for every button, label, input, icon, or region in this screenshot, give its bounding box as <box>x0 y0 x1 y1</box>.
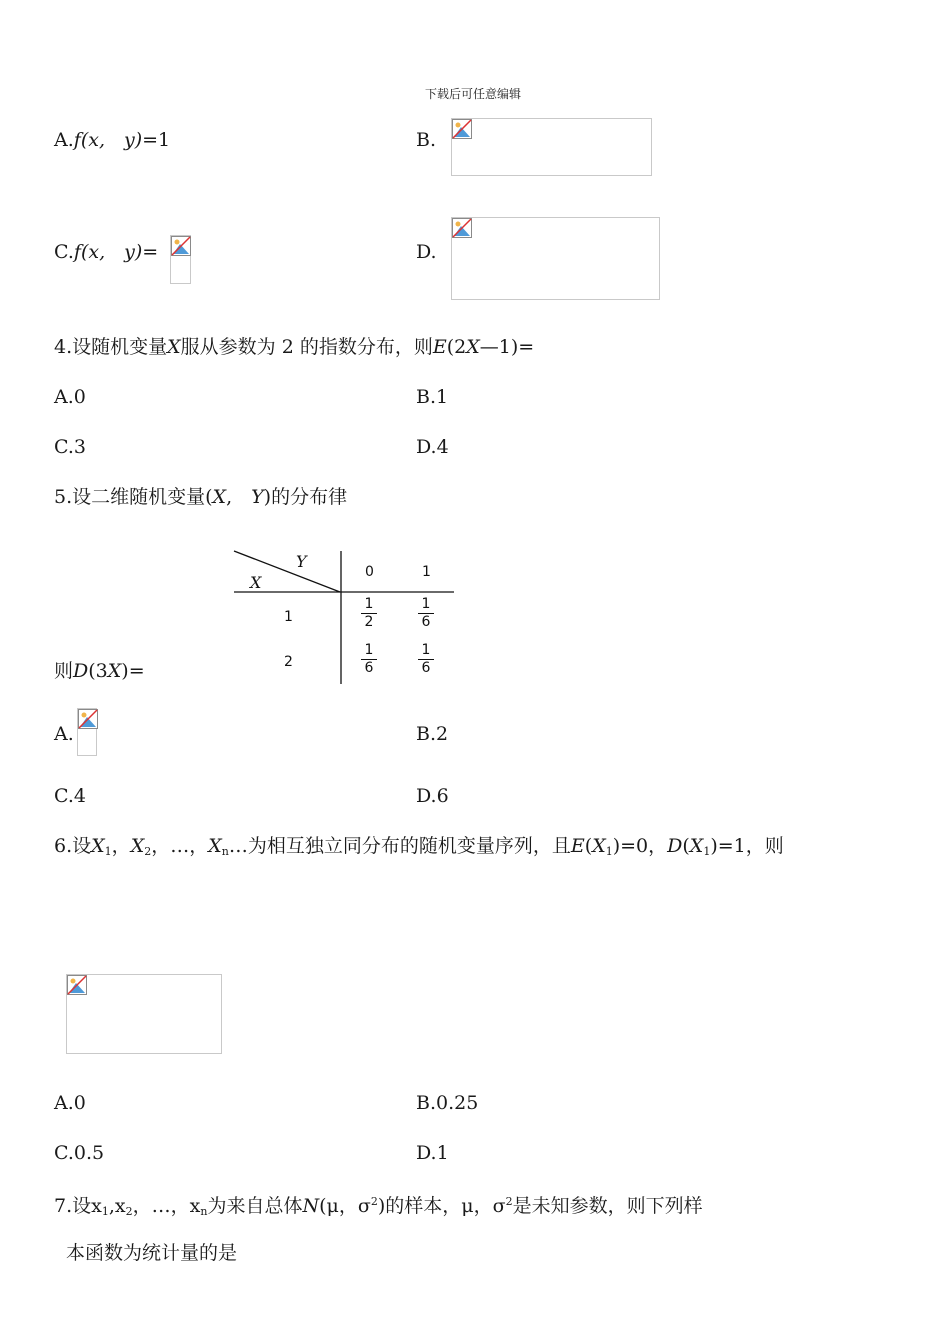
broken-image-icon <box>78 709 98 729</box>
distribution-table <box>232 548 458 688</box>
table-cell-fraction: 1 2 <box>361 597 377 630</box>
table-row-header: 1 <box>284 609 293 625</box>
q6-option-d: D.1 <box>416 1142 449 1164</box>
page-header: 下载后可任意编辑 <box>425 87 522 101</box>
table-col-header: 1 <box>422 564 431 580</box>
q3-option-c: C.f(x, y)= <box>54 241 159 263</box>
q4-stem: 4.设随机变量X服从参数为 2 的指数分布，则E(2X—1)= <box>54 336 535 358</box>
q6-option-c: C.0.5 <box>54 1142 105 1164</box>
q3-option-d-label: D. <box>416 241 437 263</box>
q5-option-a-label: A. <box>54 723 74 745</box>
broken-image-icon <box>452 119 472 139</box>
q4-option-c: C.3 <box>54 436 86 458</box>
q3-option-b-image <box>451 118 652 176</box>
q5-option-d: D.6 <box>416 785 449 807</box>
q5-option-a-image <box>77 708 97 756</box>
q4-option-b: B.1 <box>416 386 449 408</box>
table-col-var: Y <box>296 552 307 571</box>
q6-option-a: A.0 <box>54 1092 86 1114</box>
q6-stem: 6.设$X_1$，$X_2$，…，$X_n\dots$为相互独立同分布的随机变量序列，且$E(X_1)=0$，$D(X_1)=1$，则 <box>54 835 784 858</box>
q3-option-a: A.f(x, y)=1 <box>54 129 171 151</box>
broken-image-icon <box>452 218 472 238</box>
table-row-var: X <box>250 573 262 592</box>
q3-option-d-image <box>451 217 660 300</box>
q5-stem: 5.设二维随机变量(X, Y)的分布律 <box>54 486 348 508</box>
q5-option-b: B.2 <box>416 723 449 745</box>
broken-image-icon <box>67 975 87 995</box>
q5-then: 则D(3X)= <box>54 660 145 682</box>
broken-image-icon <box>171 236 191 256</box>
q6-option-b: B.0.25 <box>416 1092 479 1114</box>
q5-option-c: C.4 <box>54 785 86 807</box>
q7-stem-line2: 本函数为统计量的是 <box>66 1242 238 1264</box>
table-cell-fraction: 1 6 <box>361 643 377 676</box>
q7-stem: 7.设$x_1,x_2$，…，$x_n$为来自总体N(μ，$\sigma^2$)的样本，μ，$\sigma^2$是未知参数，则下列样 <box>54 1195 703 1218</box>
table-cell-fraction: 1 6 <box>418 597 434 630</box>
q4-option-a: A.0 <box>54 386 86 408</box>
q3-option-c-image <box>170 235 191 284</box>
table-cell-fraction: 1 6 <box>418 643 434 676</box>
q4-option-d: D.4 <box>416 436 449 458</box>
table-col-header: 0 <box>365 564 374 580</box>
q3-option-b-label: B. <box>416 129 437 151</box>
q6-formula-image <box>66 974 222 1054</box>
table-row-header: 2 <box>284 654 293 670</box>
